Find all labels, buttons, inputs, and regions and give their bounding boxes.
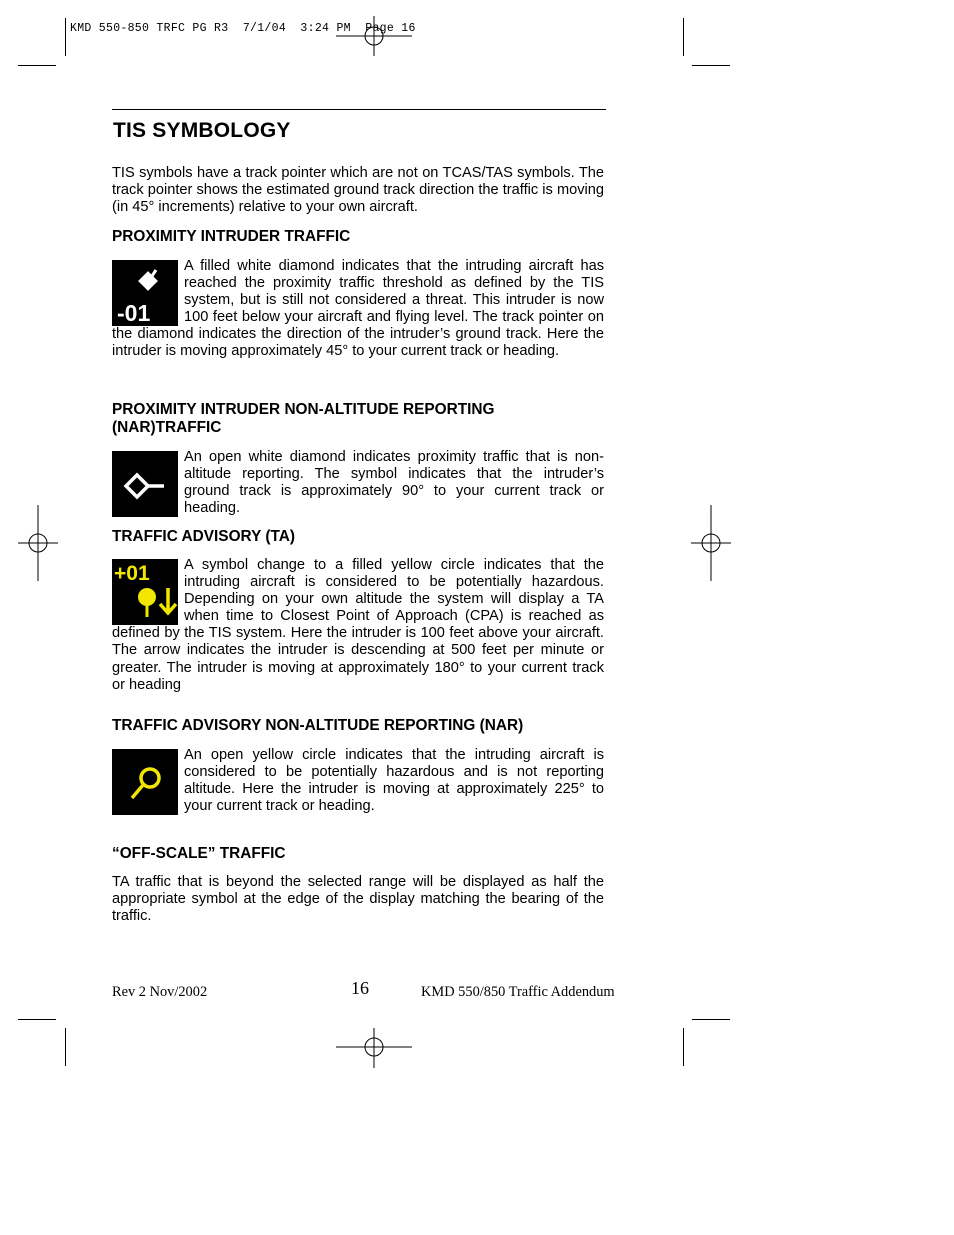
ta-symbol-altitude: +01 — [114, 562, 150, 585]
page-title: TIS SYMBOLOGY — [113, 119, 291, 142]
header-rule — [112, 109, 606, 110]
footer-document-title: KMD 550/850 Traffic Addendum — [421, 984, 615, 1000]
section-heading-off-scale: “OFF-SCALE” TRAFFIC — [112, 845, 286, 862]
intro-paragraph: TIS symbols have a track pointer which are not on TCAS/TAS symbols. The track pointer shows the estimated ground track direction the traffic is moving (in 45° increments) relative to your own aircraft. — [112, 165, 604, 216]
page-number: 16 — [351, 978, 369, 998]
proximity-symbol-altitude: -01 — [117, 300, 151, 326]
crop-mark-bottom-left-horizontal — [18, 1019, 56, 1020]
open-white-diamond-icon — [112, 451, 178, 517]
section-text-proximity: A filled white diamond indicates that the intruding aircraft has reached the proximity traffic threshold as defined by the TIS system, but is still not considered a threat. This intruder is now 100 feet below your aircraft and flying level. The track pointer on the diamond indicates the direction of the intruder’s ground track. Here the intruder is moving approximately 45° to your current track or heading. — [112, 258, 604, 360]
registration-mark-right — [691, 505, 731, 581]
section-text-proximity-nar: An open white diamond indicates proximity traffic that is non-altitude reporting. The symbol indicates that the intruder’s ground track is approximately 90° to your current track or heading. — [184, 449, 604, 517]
crop-mark-bottom-left-vertical — [65, 1028, 66, 1066]
crop-mark-top-right-horizontal — [692, 65, 730, 66]
crop-mark-top-right-vertical — [683, 18, 684, 56]
footer-revision: Rev 2 Nov/2002 — [112, 984, 208, 1000]
section-text-traffic-advisory: A symbol change to a filled yellow circle indicates that the intruding aircraft is considered to be potentially hazardous. Depending on your own altitude the system will display a TA when time to Closest Point of Approach (CPA) is reached as defined by the TIS system. Here the intruder is 100 feet above your aircraft. The arrow indicates the intruder is descending at 500 feet per minute or greater. The intruder is moving at approximately 180° to your current track or heading — [112, 557, 604, 693]
section-proximity — [112, 258, 604, 361]
section-heading-proximity: PROXIMITY INTRUDER TRAFFIC — [112, 228, 351, 245]
crop-mark-bottom-right-vertical — [683, 1028, 684, 1066]
section-traffic-advisory-nar — [112, 747, 604, 815]
section-heading-traffic-advisory-nar: TRAFFIC ADVISORY NON-ALTITUDE REPORTING (NAR) — [112, 717, 524, 734]
section-text-off-scale: TA traffic that is beyond the selected range will be displayed as half the appropriate symbol at the edge of the display matching the bearing of the traffic. — [112, 874, 604, 925]
section-heading-proximity-nar: PROXIMITY INTRUDER NON-ALTITUDE REPORTING (NAR)TRAFFIC — [112, 401, 495, 436]
crop-mark-top-left-vertical — [65, 18, 66, 56]
filled-yellow-circle-icon — [112, 559, 178, 625]
section-text-traffic-advisory-nar: An open yellow circle indicates that the intruding aircraft is considered to be potentially hazardous and is not reporting altitude. Here the intruder is moving at approximately 225° to your current track or heading. — [184, 747, 604, 815]
crop-mark-top-left-horizontal — [18, 65, 56, 66]
registration-mark-bottom — [336, 1028, 412, 1068]
filled-white-diamond-icon — [112, 260, 178, 326]
registration-mark-left — [18, 505, 58, 581]
section-traffic-advisory — [112, 557, 604, 694]
print-slug: KMD 550-850 TRFC PG R3 7/1/04 3:24 PM Page 16 — [70, 22, 416, 35]
section-heading-traffic-advisory: TRAFFIC ADVISORY (TA) — [112, 528, 295, 545]
section-proximity-nar — [112, 449, 604, 517]
crop-mark-bottom-right-horizontal — [692, 1019, 730, 1020]
open-yellow-circle-icon — [112, 749, 178, 815]
registration-mark-top — [336, 16, 412, 56]
